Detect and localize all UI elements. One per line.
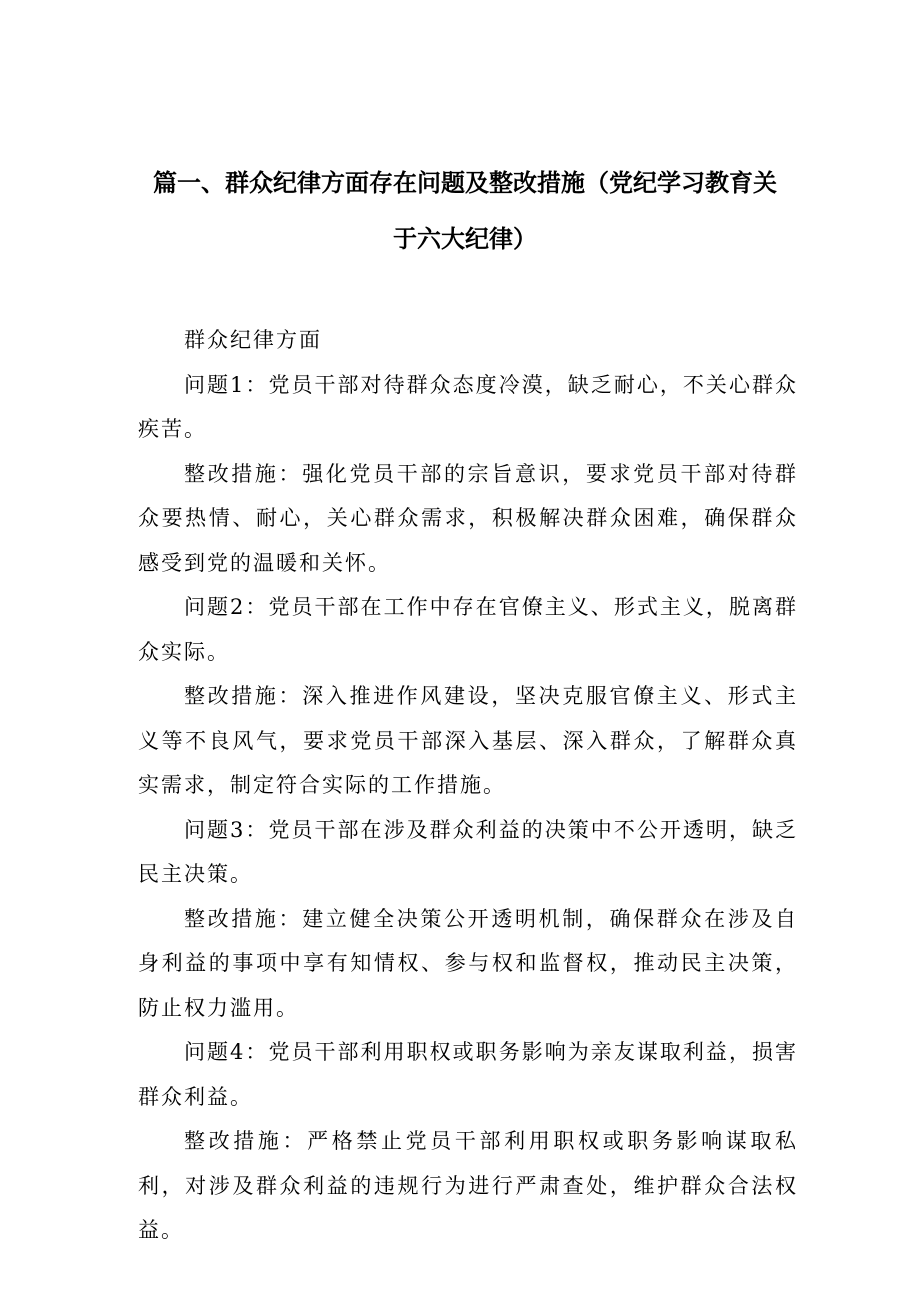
problem-paragraph: 问题4：党员干部利用职权或职务影响为亲友谋取利益，损害群众利益。 (138, 1040, 798, 1109)
section-heading: 群众纪律方面 (184, 328, 322, 352)
measure-paragraph: 整改措施：深入推进作风建设，坚决克服官僚主义、形式主义等不良风气，要求党员干部深入基层、深入群众，了解群众真实需求，制定符合实际的工作措施。 (138, 684, 798, 797)
measure-paragraph: 整改措施：严格禁止党员干部利用职权或职务影响谋取私利，对涉及群众利益的违规行为进行严肃查处，维护群众合法权益。 (138, 1129, 798, 1242)
measure-paragraph: 整改措施：建立健全决策公开透明机制，确保群众在涉及自身利益的事项中享有知情权、参与权和监督权，推动民主决策，防止权力滥用。 (138, 906, 798, 1020)
problem-paragraph: 问题1：党员干部对待群众态度冷漠，缺乏耐心，不关心群众疾苦。 (138, 372, 798, 441)
document-body (138, 318, 798, 1253)
document-title-line-1: 篇一、群众纪律方面存在问题及整改措施（党纪学习教育关 (153, 169, 777, 197)
document-title-line-2: 于六大纪律） (393, 225, 537, 253)
measure-paragraph: 整改措施：强化党员干部的宗旨意识，要求党员干部对待群众要热情、耐心，关心群众需求，积极解决群众困难，确保群众感受到党的温暖和关怀。 (138, 461, 798, 575)
problem-paragraph: 问题2：党员干部在工作中存在官僚主义、形式主义，脱离群众实际。 (138, 595, 798, 664)
problem-paragraph: 问题3：党员干部在涉及群众利益的决策中不公开透明，缺乏民主决策。 (138, 817, 798, 886)
